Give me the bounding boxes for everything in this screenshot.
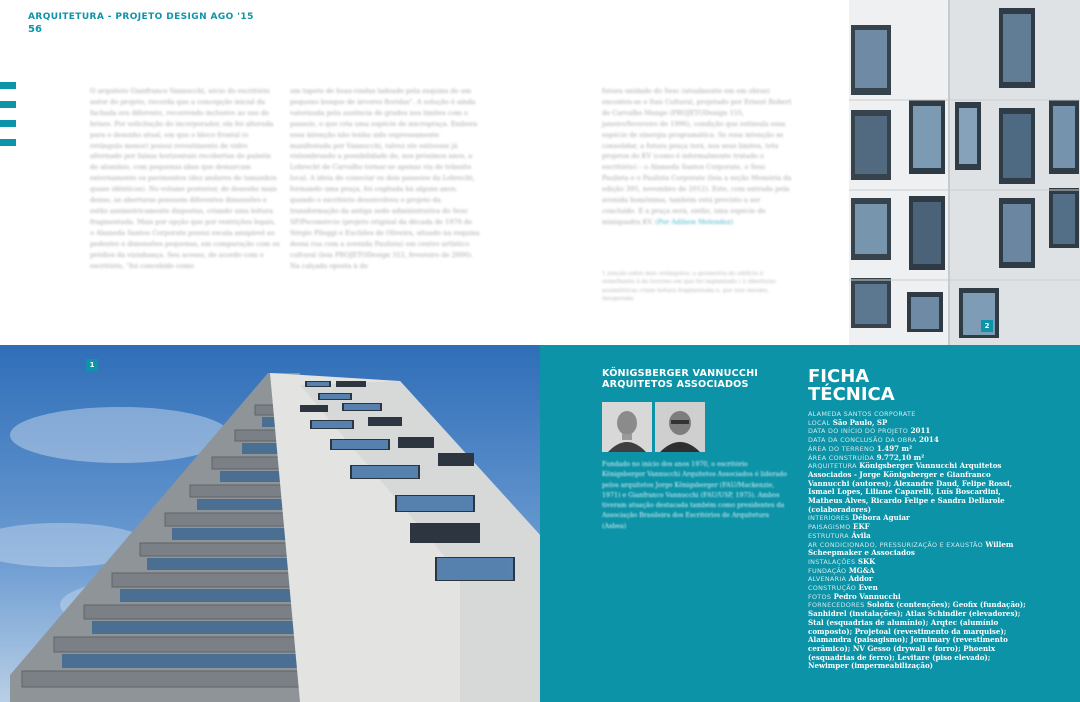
credit-item	[808, 558, 1030, 567]
credit-label: ÁREA DO TERRENO	[808, 444, 875, 453]
credit-label: PAISAGISMO	[808, 523, 851, 532]
edge-tab	[0, 82, 16, 89]
credit-label: FORNECEDORES	[808, 601, 865, 610]
heading-line: FICHA	[808, 366, 870, 387]
credit-item	[808, 436, 1030, 445]
credit-label: FUNDAÇÃO	[808, 566, 847, 575]
heading-line: TÉCNICA	[808, 384, 895, 405]
credit-item	[808, 541, 1030, 558]
paragraph: futura unidade do Sesc (atualmente em em obras) encontra-se o Itaú Cultural, projetado por Ernest Robert de Carvalho Mange (PROJETODesign 155, janeiro/fevereiro de 1996), condição que estimula essa espécie de sinergia programática. Se essa intenção se consolidar, a futura praça terá, nos seus limites, três projetos do KV (como é informalmente tratado o escritório) – o Alameda Santos Corporate, o Sesc Paulista e o Paulista Corporate (leia a seção Memória da edição 395, novembro de 2012). Este, com entrada pela avenida homônima, também está previsto a ser concluído. E a praça será, então, uma espécie de miniquadra KV.	[602, 87, 792, 226]
running-header: ARQUITETURA - PROJETO DESIGN AGO '15	[28, 12, 254, 22]
credit-list	[808, 419, 1030, 671]
firm-bio: Fundado no início dos anos 1970, o escritório Königsberger Vannucchi Arquitetos Associados é liderado pelos arquitetos Jorge Königsberger (FAU/Mackenzie, 1971) e Gianfranco Vannucchi (FAU/USP, 1975). Ambos tiveram atuação destacada também como presidentes da Associação Brasileira dos Escritórios de Arquitetura (Asbea)	[602, 461, 787, 530]
ficha-tecnica-heading	[808, 368, 895, 404]
author-credit: (Por Adilson Melendez)	[655, 217, 734, 226]
credit-label: LOCAL	[808, 418, 831, 427]
portrait-illustration	[655, 402, 705, 452]
credit-value: Even	[856, 583, 878, 593]
credit-label: CONSTRUÇÃO	[808, 584, 857, 593]
credit-value: 2014	[916, 435, 939, 445]
credit-value: 2011	[908, 426, 931, 436]
credit-item	[808, 575, 1030, 584]
photo-number-badge: 1	[86, 359, 98, 371]
credit-value: Débora Aguiar	[849, 513, 910, 523]
credit-label: AR CONDICIONADO, PRESSURIZAÇÃO E EXAUSTÃO	[808, 540, 983, 549]
building-photo	[0, 345, 540, 702]
credit-item	[808, 523, 1030, 532]
credit-value: 9.772,10 m²	[874, 452, 925, 462]
facade-illustration	[849, 0, 1080, 345]
credit-value: São Paulo, SP	[830, 417, 888, 427]
firm-name: KÖNIGSBERGER VANNUCCHI ARQUITETOS ASSOCIADOS	[602, 368, 759, 390]
credit-label: DATA DO INÍCIO DO PROJETO	[808, 427, 909, 436]
photo-caption: 1 Junção entre dois retângulos: a geometria do edifício é semelhante à do terreno em que foi implantado / 2 Aberturas assimétricas criam leitura fragmentada e, por isso mesmo, inesperada	[602, 271, 776, 303]
facade-photo	[849, 0, 1080, 345]
credit-value: Addor	[846, 574, 873, 584]
credit-label: FOTOS	[808, 592, 832, 601]
page-number-left: 56	[28, 24, 42, 35]
paragraph: um tapete de hoas-vindas ladeado pela esquina de um pequeno bosque de árvores floridas". A solução é ainda valorizada pela ausência de grades nos limites com o passeio, o que cria uma espécie de micropraça. Embora essa intenção não tenha sido expressamente manifestada por Vannucchi, talvez ele estivesse já vislumbrando a possibilidade de, nos próximos anos, a Lebrecht de Carvalho tornar-se apenas via de trânsito local. A ideia de conectar os dois passeios da Lebrecht, formando uma praça, foi cogitada há alguns anos, quando o escritório desenvolveu o projeto da transformação da antiga sede administrativa do Sesc SP/Pecomércio (projeto original da década de 1970 de Sérgio Pileggi e Euclides de Oliveira, situado na esquina dessa rua com a avenida Paulista) em centro artístico cultural (leia PROJETODesign 312, fevereiro de 2006). Na calçada oposta à do	[290, 87, 480, 270]
credit-label: ARQUITETURA	[808, 462, 857, 471]
credit-label: DATA DA CONCLUSÃO DA OBRA	[808, 436, 917, 445]
photo-number-badge: 2	[981, 320, 993, 332]
project-name: ALAMEDA SANTOS CORPORATE	[808, 410, 916, 418]
credit-label: ÁREA CONSTRUÍDA	[808, 453, 875, 462]
credit-value: Willem Scheepmaker e Associados	[808, 539, 1014, 558]
architect-portrait	[655, 402, 705, 452]
edge-tab	[0, 101, 16, 108]
credit-value: Pedro Vannucchi	[831, 591, 901, 601]
credit-item	[808, 462, 1030, 514]
credit-item	[808, 514, 1030, 523]
body-text-column-3	[602, 86, 792, 228]
architect-portrait	[602, 402, 652, 452]
credit-label: INSTALAÇÕES	[808, 557, 856, 566]
edge-tab	[0, 139, 16, 146]
edge-tab	[0, 120, 16, 127]
portrait-illustration	[602, 402, 652, 452]
project-credits	[808, 410, 1030, 671]
credit-label: ALVENARIA	[808, 575, 847, 584]
credit-item	[808, 601, 1030, 671]
building-illustration	[0, 345, 540, 702]
paragraph: O arquiteto Gianfranco Vannucchi, sócio do escritório autor do projeto, recorda que a concepção inicial da fachada era diferente, recorrendo inclusive ao uso de brises. Por solicitação do incorporador, ela foi alterada para o desenho atual, em que o bloco frontal (o retângulo menor) possui revestimento de vidro alternado por faixas horizontais recobertas de painéis de alumínio, com pequenas abas que demarcam externamente os pavimentos (dez andares de tamanhos quase idênticos). No volume posterior, de desenho mais denso, as aberturas possuem diferentes dimensões e estão assimetricamente dispostas, criando uma leitura fragmentada. Mais por opção que por restrições legais, o Alameda Santos Corporate possui escala amigável ao pedestre e dimensões pequenas, em comparação com os prédios da vizinhança. Seu acesso, de acordo com o escritório, "foi concebido como	[90, 87, 280, 270]
credit-label: INTERIORES	[808, 514, 850, 523]
credit-value: 1.497 m²	[874, 443, 913, 453]
body-text-column-2	[290, 86, 480, 271]
body-text-column-1	[90, 86, 280, 271]
credit-value: Königsberger Vannucchi Arquitetos Associados - Jorge Königsberger e Gianfranco Vannucchi (autores); Alexandre Daud, Felipe Rossi, Ismael Lopes, Liliane Caparelli, Luís Boscardini, Matheus Alves, Ricardo Felipe e Sandra Dellarole (colaboradores)	[808, 461, 1013, 514]
credit-label: ESTRUTURA	[808, 531, 849, 540]
credit-value: Solofix (contenções); Geofix (fundação); Sanhidrel (instalações); Atlas Schindler (elevadores); Stal (esquadrias de alumínio); Arqtec (alumínio composto); Projetoal (revestimento da marquise); Alamandra (paisagismo); Jornimary (revestimento cerâmico); NV Gesso (drywall e forro); Phoenix (esquadrias de ferro); Levitare (piso elevado); Newimper (impermeabilização)	[808, 600, 1026, 671]
credit-value: SKK	[855, 556, 876, 566]
credit-value: EKF	[850, 522, 870, 532]
credit-value: Ávila	[848, 530, 871, 540]
credit-value: MG&A	[846, 565, 875, 575]
